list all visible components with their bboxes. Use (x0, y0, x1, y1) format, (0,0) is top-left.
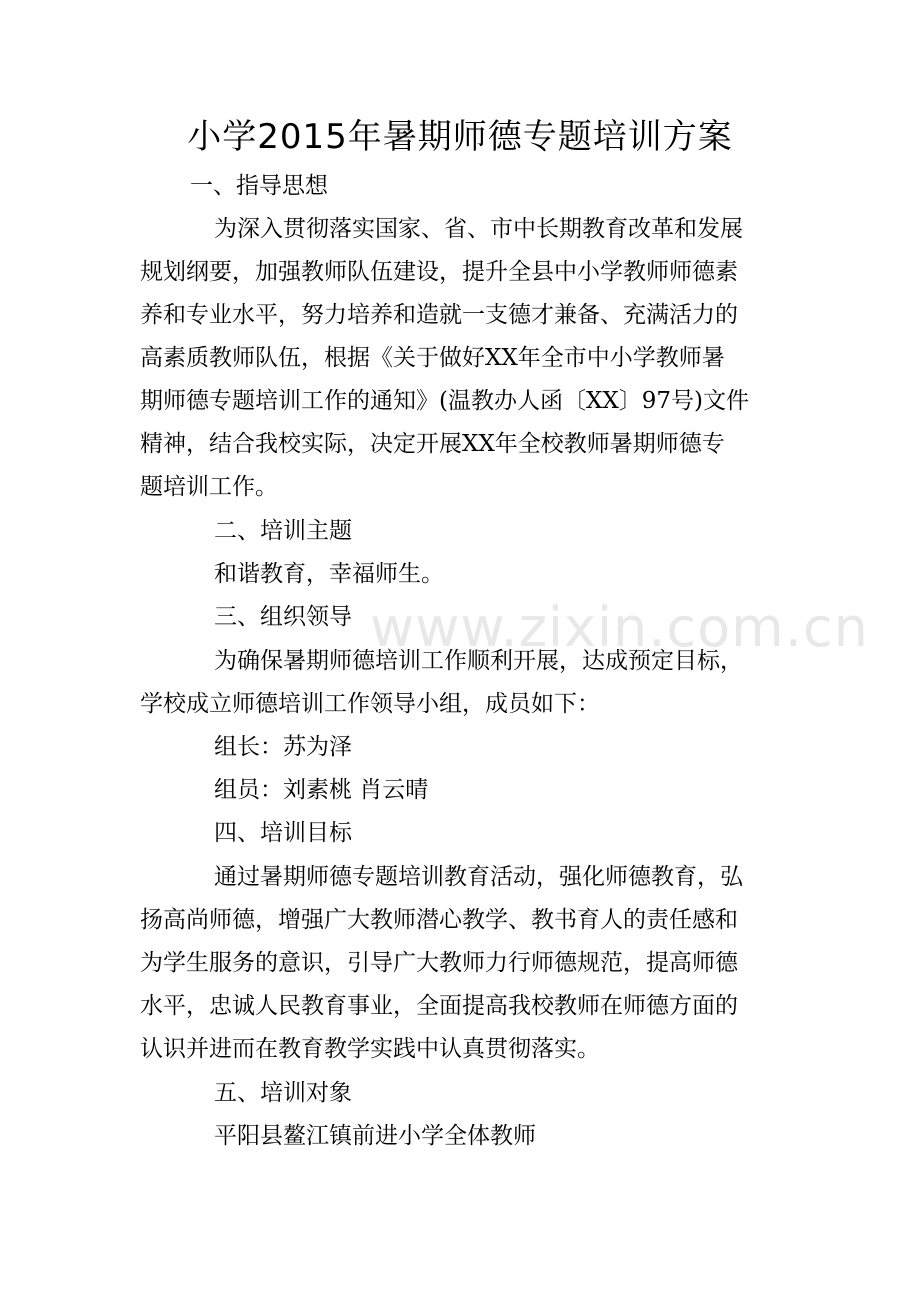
paragraph-line: 学校成立师德培训工作领导小组，成员如下： (140, 691, 600, 717)
section-heading-guiding-ideology: 一、指导思想 (190, 173, 328, 199)
watermark: www.zixin.com.cn (370, 596, 869, 659)
paragraph-line: 和谐教育，幸福师生。 (214, 561, 444, 587)
document-title: 小学2015年暑期师德专题培训方案 (187, 117, 733, 157)
group-leader-line: 组长：苏为泽 (214, 734, 352, 760)
paragraph-line: 水平，忠诚人民教育事业，全面提高我校教师在师德方面的 (140, 993, 738, 1019)
section-heading-organization: 三、组织领导 (214, 604, 352, 630)
paragraph-line: 规划纲要，加强教师队伍建设，提升全县中小学教师师德素 (140, 259, 738, 285)
paragraph-line: 题培训工作。 (140, 474, 278, 500)
paragraph-line: 高素质教师队伍，根据《关于做好XX年全市中小学教师暑 (140, 345, 725, 371)
section-heading-training-theme: 二、培训主题 (214, 518, 352, 544)
paragraph-line: 为深入贯彻落实国家、省、市中长期教育改革和发展 (214, 216, 743, 242)
section-heading-training-goals: 四、培训目标 (214, 820, 352, 846)
paragraph-line: 为确保暑期师德培训工作顺利开展，达成预定目标， (214, 648, 743, 674)
paragraph-line: 通过暑期师德专题培训教育活动，强化师德教育，弘 (214, 864, 743, 890)
paragraph-line: 精神，结合我校实际，决定开展XX年全校教师暑期师德专 (140, 431, 725, 457)
paragraph-line: 为学生服务的意识，引导广大教师力行师德规范，提高师德 (140, 950, 738, 976)
paragraph-line: 期师德专题培训工作的通知》(温教办人函〔XX〕97号)文件 (140, 388, 749, 414)
paragraph-line: 平阳县鳌江镇前进小学全体教师 (214, 1123, 536, 1149)
paragraph-line: 扬高尚师德，增强广大教师潜心教学、教书育人的责任感和 (140, 907, 738, 933)
paragraph-line: 养和专业水平，努力培养和造就一支德才兼备、充满活力的 (140, 302, 738, 328)
paragraph-line: 认识并进而在教育教学实践中认真贯彻落实。 (140, 1036, 600, 1062)
group-members-line: 组员：刘素桃 肖云晴 (214, 777, 429, 803)
section-heading-training-target: 五、培训对象 (214, 1080, 352, 1106)
